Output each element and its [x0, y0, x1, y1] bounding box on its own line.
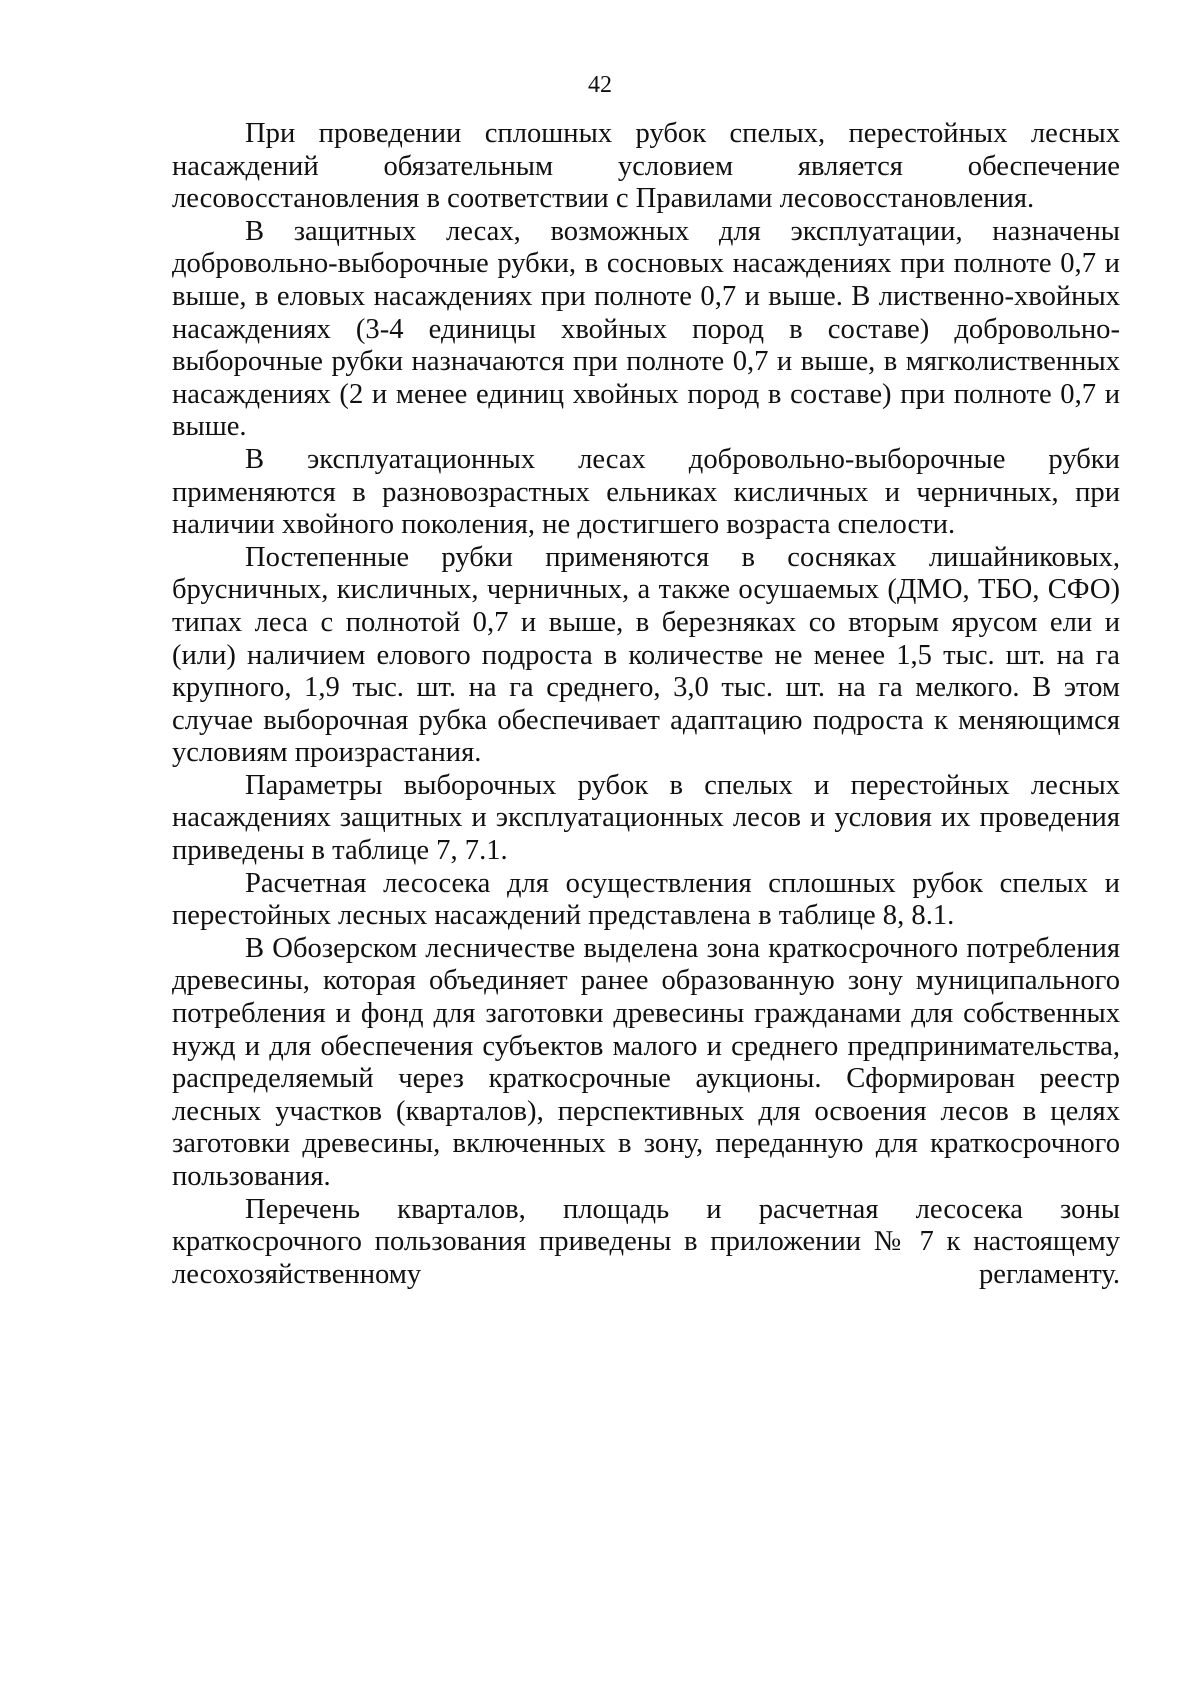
paragraph-appendix-reference: Перечень кварталов, площадь и расчетная лесосека зоны краткосрочного пользования приведены в приложении № 7 к настоящему лесохозяйственному регламенту.	[172, 1193, 1120, 1290]
paragraph-clearcut-reforestation: При проведении сплошных рубок спелых, перестойных лесных насаждений обязательным условием является обеспечение лесовосстановления в соответствии с Правилами лесовосстановления.	[172, 118, 1120, 215]
paragraph-allowable-cut: Расчетная лесосека для осуществления сплошных рубок спелых и перестойных лесных насаждений представлена в таблице 8, 8.1.	[172, 867, 1120, 932]
paragraph-exploitation-forests: В эксплуатационных лесах добровольно-выборочные рубки применяются в разновозрастных ельниках кисличных и черничных, при наличии хвойного поколения, не достигшего возраста спелости.	[172, 443, 1120, 541]
paragraph-selective-cutting-parameters: Параметры выборочных рубок в спелых и перестойных лесных насаждениях защитных и эксплуатационных лесов и условия их проведения приведены в таблице 7, 7.1.	[172, 769, 1120, 867]
paragraph-gradual-cutting: Постепенные рубки применяются в сосняках лишайниковых, брусничных, кисличных, черничных, а также осушаемых (ДМО, ТБО, СФО) типах леса с полнотой 0,7 и выше, в березняках со вторым ярусом ели и (или) наличием елового подроста в количестве не менее 1,5 тыс. шт. на га крупного, 1,9 тыс. шт. на га среднего, 3,0 тыс. шт. на га мелкого. В этом случае выборочная рубка обеспечивает адаптацию подроста к меняющимся условиям произрастания.	[172, 541, 1120, 769]
page-number: 42	[588, 72, 612, 98]
paragraph-short-term-zone: В Обозерском лесничестве выделена зона краткосрочного потребления древесины, которая объединяет ранее образованную зону муниципального потребления и фонд для заготовки древесины гражданами для собственных нужд и для обеспечения субъектов малого и среднего предпринимательства, распределяемый через краткосрочные аукционы. Сформирован реестр лесных участков (кварталов), перспективных для освоения лесов в целях заготовки древесины, включенных в зону, переданную для краткосрочного пользования.	[172, 932, 1120, 1192]
document-body	[172, 118, 1120, 1291]
paragraph-protective-forests: В защитных лесах, возможных для эксплуатации, назначены добровольно-выборочные рубки, в сосновых насаждениях при полноте 0,7 и выше, в еловых насаждениях при полноте 0,7 и выше. В лиственно-хвойных насаждениях (3-4 единицы хвойных пород в составе) добровольно-выборочные рубки назначаются при полноте 0,7 и выше, в мягколиственных насаждениях (2 и менее единиц хвойных пород в составе) при полноте 0,7 и выше.	[172, 215, 1120, 443]
